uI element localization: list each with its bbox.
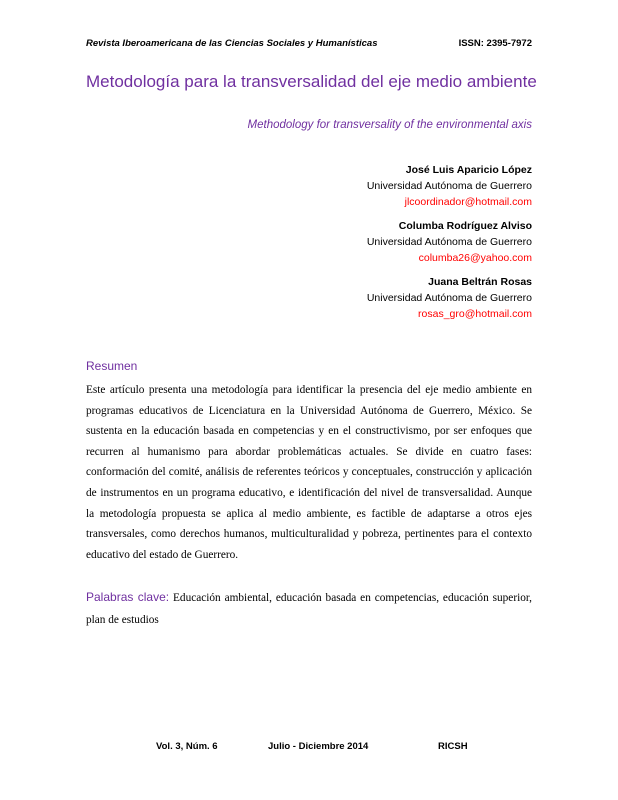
author-block xyxy=(232,218,532,266)
author-affiliation: Universidad Autónoma de Guerrero xyxy=(366,292,532,304)
article-title: Metodología para la transversalidad del eje medio ambiente xyxy=(86,72,537,91)
author-email[interactable]: jlcoordinador@hotmail.com xyxy=(404,196,532,208)
author-email[interactable]: rosas_gro@hotmail.com xyxy=(418,308,532,320)
footer-date: Julio - Diciembre 2014 xyxy=(268,741,369,752)
author-affiliation: Universidad Autónoma de Guerrero xyxy=(366,180,532,192)
author-name: Columba Rodríguez Alviso xyxy=(398,220,532,232)
author-name: Juana Beltrán Rosas xyxy=(428,276,532,288)
footer-volume: Vol. 3, Núm. 6 xyxy=(156,741,218,752)
author-name: José Luis Aparicio López xyxy=(405,164,532,176)
author-block xyxy=(232,274,532,322)
issn: ISSN: 2395-7972 xyxy=(458,38,532,49)
footer-journal-abbr: RICSH xyxy=(438,741,468,752)
abstract-text: Este artículo presenta una metodología para identificar la presencia del eje medio ambiente en programas educativos de Licenciatura en la Universidad Autónoma de Guerrero, México. Se sustenta en la educación basada en competencias y en el constructivismo, por ser enfoques que recurren al humanismo para abordar problemáticas actuales. Se divide en cuatro fases: conformación del comité, análisis de referentes teóricos y conceptuales, construcción y aplicación de instrumentos en un programa educativo, e identificación del nivel de transversalidad. Aunque la metodología propuesta se aplica al medio ambiente, es factible de adaptarse a otros ejes transversales, como derechos humanos, multiculturalidad y pobreza, pertinentes para el contexto educativo del estado de Guerrero. xyxy=(86,384,532,561)
abstract-heading: Resumen xyxy=(86,359,138,373)
keywords xyxy=(86,586,532,631)
article-subtitle: Methodology for transversality of the environmental axis xyxy=(247,119,532,131)
author-block xyxy=(232,162,532,210)
journal-name: Revista Iberoamericana de las Ciencias Sociales y Humanísticas xyxy=(86,38,378,49)
author-email[interactable]: columba26@yahoo.com xyxy=(418,252,532,264)
keywords-text: Educación ambiental, educación basada en competencias, educación superior, plan de estudios xyxy=(86,592,533,626)
author-list xyxy=(232,162,532,330)
keywords-label: Palabras clave: xyxy=(86,590,170,604)
author-affiliation: Universidad Autónoma de Guerrero xyxy=(366,236,532,248)
